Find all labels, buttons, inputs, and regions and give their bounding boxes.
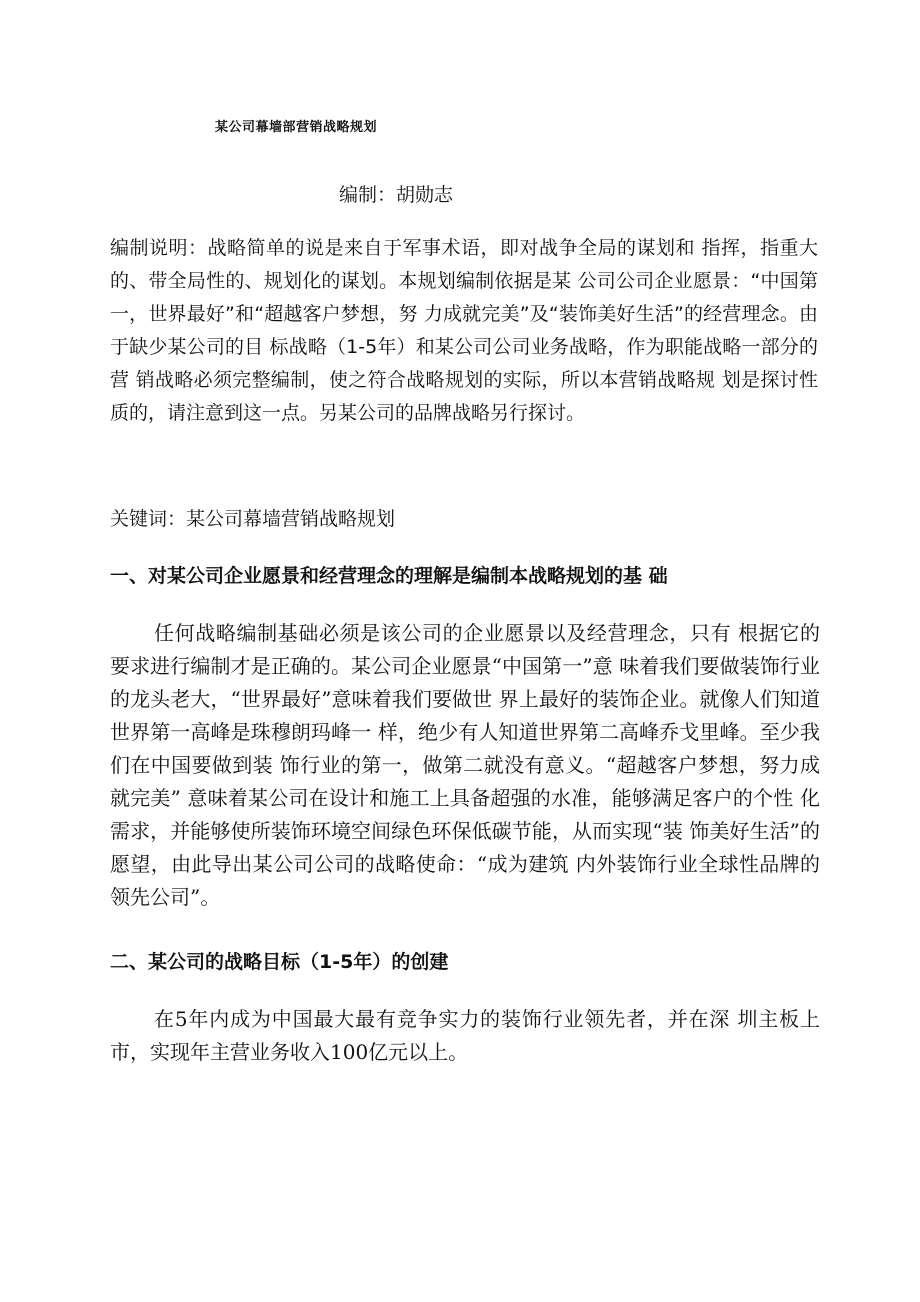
section-1-heading: 一、对某公司企业愿景和经营理念的理解是编制本战略规划的基 础	[110, 565, 668, 587]
section-2-body: 在5年内成为中国最大最有竞争实力的装饰行业领先者，并在深 圳主板上市，实现年主营业务收入100亿元以上。	[110, 1007, 820, 1064]
section-2-heading: 二、某公司的战略目标（1-5年）的创建	[110, 951, 449, 973]
section-1-body: 任何战略编制基础必须是该公司的企业愿景以及经营理念，只有 根据它的要求进行编制才是正确的。某公司企业愿景“中国第一”意 味着我们要做装饰行业的龙头老大，“世界最好”意味着我们要做世 界上最好的装饰企业。就像人们知道世界第一高峰是珠穆朗玛峰一 样，绝少有人知道世界第二高峰乔戈里峰。至少我们在中国要做到装 饰行业的第一，做第二就没有意义。“超越客户梦想，努力成就完美” 意味着某公司在设计和施工上具备超强的水准，能够满足客户的个性 化需求，并能够使所装饰环境空间绿色环保低碳节能，从而实现“装 饰美好生活”的愿望，由此导出某公司公司的战略使命：“成为建筑 内外装饰行业全球性品牌的领先公司”。	[110, 621, 820, 909]
keywords-label: 关键词：	[110, 508, 187, 530]
keywords-line	[110, 504, 395, 531]
intro-paragraph: 编制说明：战略简单的说是来自于军事术语，即对战争全局的谋划和 指挥，指重大的、带全局性的、规划化的谋划。本规划编制依据是某 公司公司企业愿景：“中国第一，世界最好”和“超越客户梦想，努 力成就完美”及“装饰美好生活”的经营理念。由于缺少某公司的目 标战略（1-5年）和某公司公司业务战略，作为职能战略一部分的营 销战略必须完整编制，使之符合战略规划的实际，所以本营销战略规 划是探讨性质的，请注意到这一点。另某公司的品牌战略另行探讨。	[110, 237, 818, 424]
keywords-value: 某公司幕墙营销战略规划	[186, 508, 396, 530]
author-line: 编制：胡勋志	[339, 184, 454, 206]
document-title: 某公司幕墙部营销战略规划	[215, 120, 378, 135]
